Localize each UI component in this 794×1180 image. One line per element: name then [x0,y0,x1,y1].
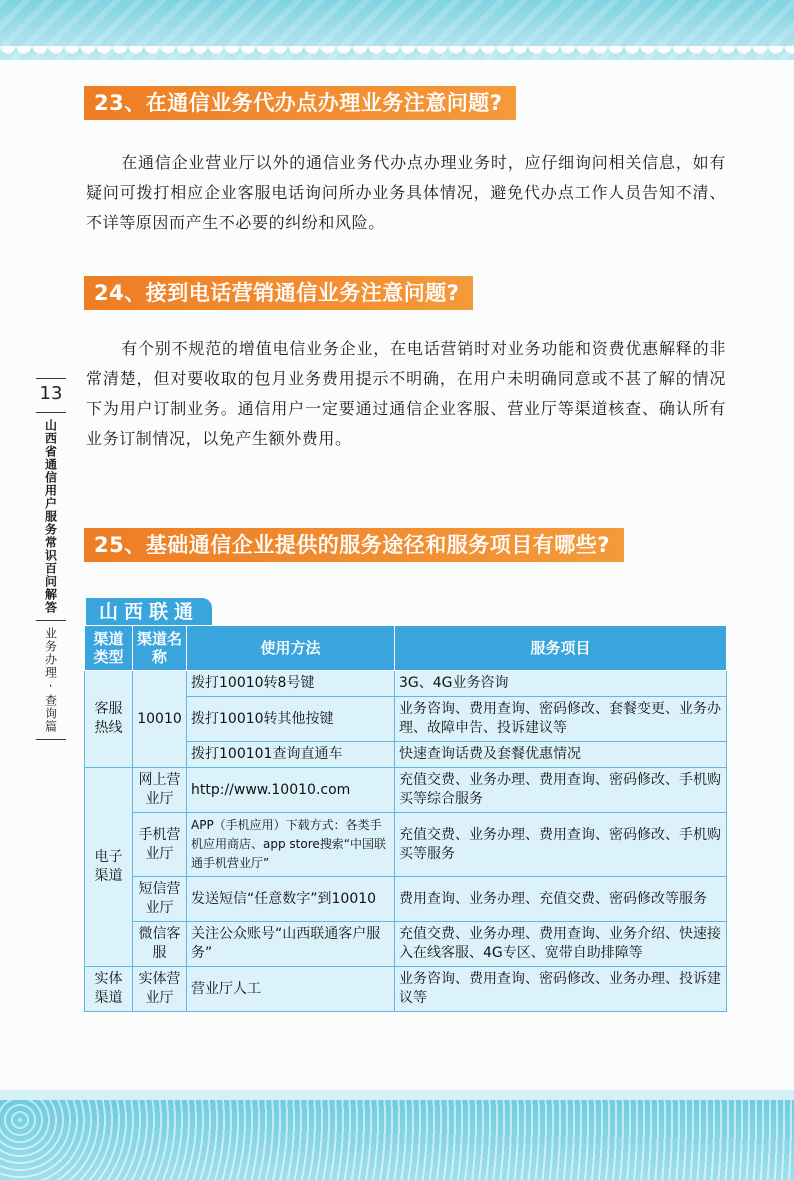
cell-service: 业务咨询、费用查询、密码修改、套餐变更、业务办理、故障申告、投诉建议等 [395,697,727,742]
header-channel-name: 渠道名称 [133,626,187,671]
cell-service: 充值交费、业务办理、费用查询、密码修改、手机购买等综合服务 [395,768,727,813]
heading-q23: 23、在通信业务代办点办理业务注意问题? [84,86,516,120]
cell-channel-name: 微信客服 [133,922,187,967]
paragraph-q24: 有个别不规范的增值电信业务企业，在电话营销时对业务功能和资费优惠解释的非常清楚，但对要收取的包月业务费用提示不明确，在用户未明确同意或不甚了解的情况下为用户订制业务。通信用户一定要通过通信企业客服、营业厅等渠道核查、确认所有业务订制情况，以免产生额外费用。 [86,339,726,448]
cell-service: 业务咨询、费用查询、密码修改、业务办理、投诉建议等 [395,967,727,1012]
cell-channel-type: 实体渠道 [85,967,133,1012]
table-header-row [85,626,727,671]
paragraph-q23: 在通信企业营业厅以外的通信业务代办点办理业务时，应仔细询问相关信息，如有疑问可拨打相应企业客服电话询问所办业务具体情况，避免代办点工作人员告知不清、不详等原因而产生不必要的纠纷和风险。 [86,153,726,232]
cell-channel-type: 电子渠道 [85,768,133,967]
cell-service: 充值交费、业务办理、费用查询、密码修改、手机购买等服务 [395,813,727,877]
divider [36,620,66,621]
page-number: 13 [39,383,63,404]
cell-channel-type: 客服热线 [85,671,133,768]
header-channel-type: 渠道类型 [85,626,133,671]
chapter-title: 业务办理·查询篇 [43,627,58,733]
heading-q25: 25、基础通信企业提供的服务途径和服务项目有哪些? [84,528,624,562]
cell-method: http://www.10010.com [187,768,395,813]
cell-method: 拨打10010转其他按键 [187,697,395,742]
table-row [85,877,727,922]
table-row [85,922,727,967]
table-row [85,768,727,813]
divider [36,378,66,379]
cell-method: APP（手机应用）下载方式：各类手机应用商店、app store搜索“中国联通手机营业厅” [187,813,395,877]
cell-channel-name: 网上营业厅 [133,768,187,813]
cell-channel-name: 手机营业厅 [133,813,187,877]
service-table [84,625,727,1012]
book-title: 山西省通信用户服务常识百问解答 [43,419,58,614]
cell-method: 发送短信“任意数字”到10010 [187,877,395,922]
brand-tab: 山西联通 [86,598,212,626]
table-row [85,813,727,877]
cell-service: 费用查询、业务办理、充值交费、密码修改等服务 [395,877,727,922]
divider [36,739,66,740]
page-sidebar [36,378,66,740]
table-row [85,967,727,1012]
cell-method: 关注公众账号“山西联通客户服务” [187,922,395,967]
cell-service: 充值交费、业务办理、费用查询、业务介绍、快速接入在线客服、4G专区、宽带自助排障等 [395,922,727,967]
table-row [85,671,727,697]
heading-q24: 24、接到电话营销通信业务注意问题? [84,276,473,310]
top-decorative-band [0,0,794,60]
header-method: 使用方法 [187,626,395,671]
cell-channel-name: 短信营业厅 [133,877,187,922]
bottom-decorative-band [0,1090,794,1180]
cell-channel-name: 实体营业厅 [133,967,187,1012]
cell-method: 拨打10010转8号键 [187,671,395,697]
divider [36,412,66,413]
cell-service: 快速查询话费及套餐优惠情况 [395,742,727,768]
cell-method: 拨打100101查询直通车 [187,742,395,768]
cell-method: 营业厅人工 [187,967,395,1012]
cell-channel-name: 10010 [133,671,187,768]
header-service: 服务项目 [395,626,727,671]
cell-service: 3G、4G业务咨询 [395,671,727,697]
